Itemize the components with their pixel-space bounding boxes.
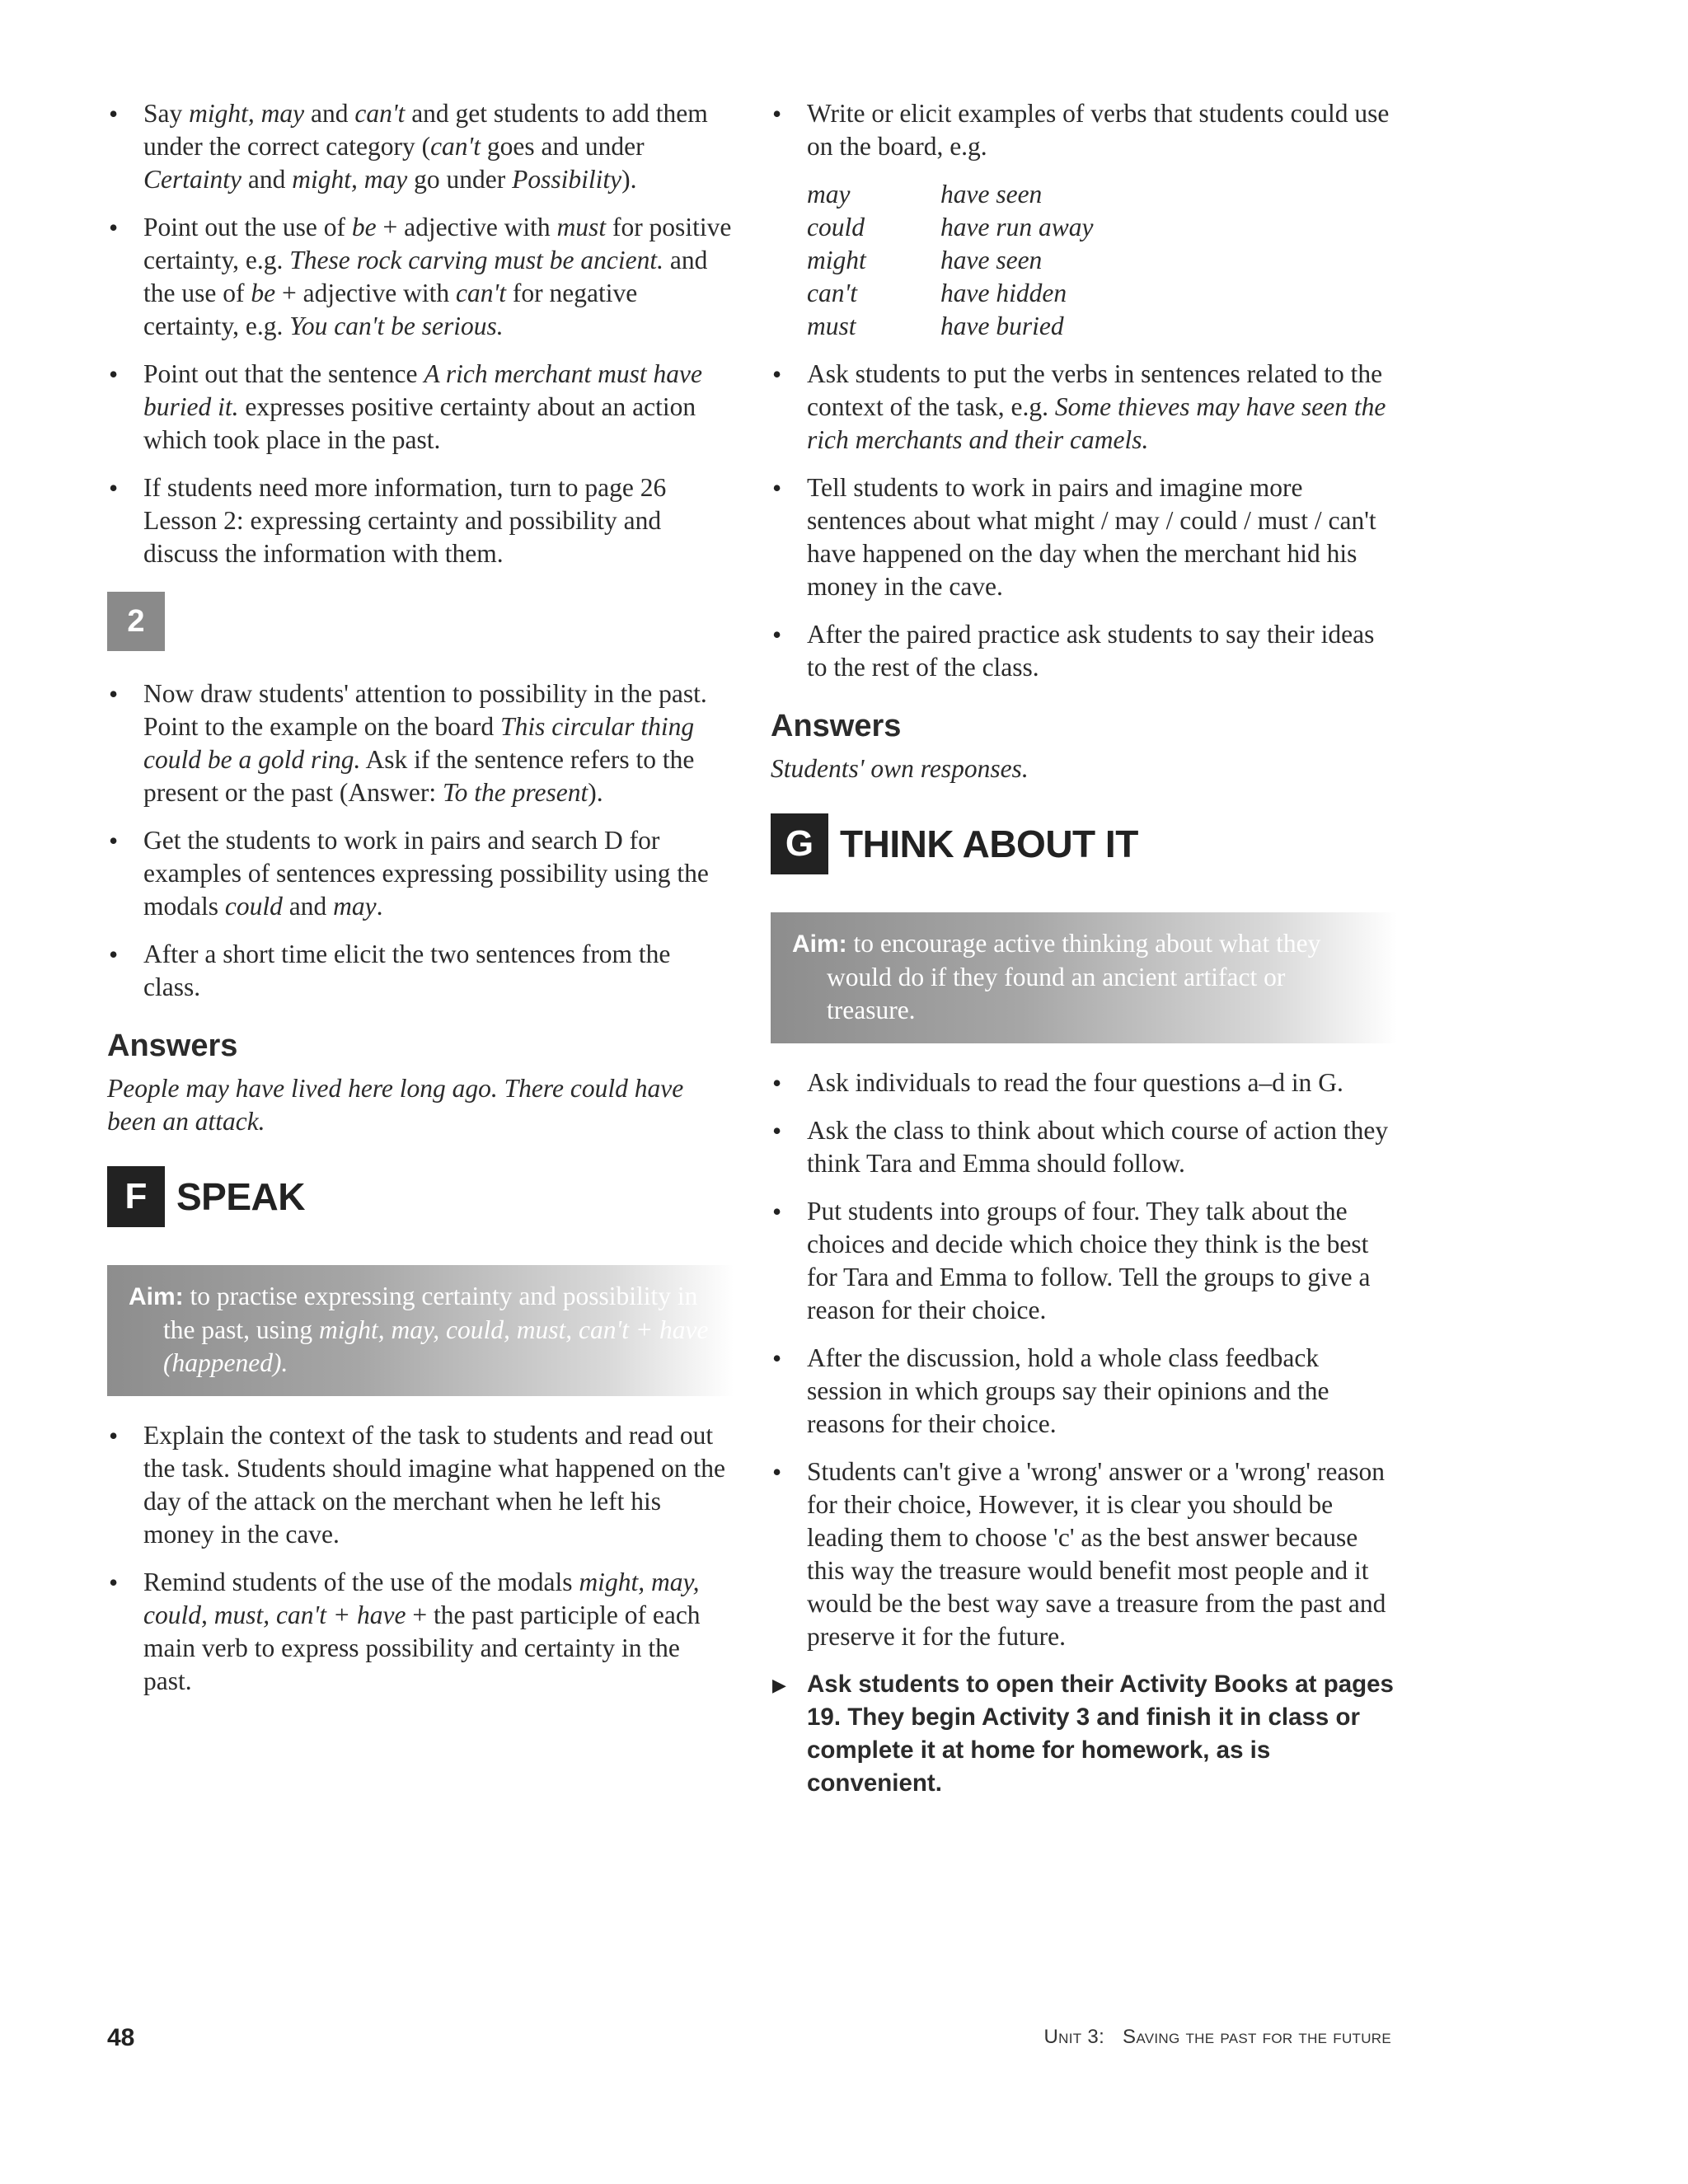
text-run: be <box>251 279 276 307</box>
section-letter: G <box>771 813 828 874</box>
text-run: to practise expressing certainty and possibility in the past, using <box>163 1282 698 1344</box>
bullet-list <box>107 677 734 1004</box>
verb-modal: can't <box>807 279 857 307</box>
text-run: Get the students to work in pairs and search D for examples of sentences expressing possibility using the modals <box>143 826 709 921</box>
verb-row <box>807 244 1397 277</box>
answers-heading: Answers <box>771 709 902 743</box>
text-run: could <box>224 892 283 921</box>
answers-text: People may have lived here long ago. There could have been an attack. <box>107 1074 684 1136</box>
bullet-item <box>107 211 734 343</box>
unit-label: Unit 3: <box>1043 2026 1105 2048</box>
text-run: go under <box>407 165 513 194</box>
text-run: After the paired practice ask students to say their ideas to the rest of the class. <box>807 620 1375 682</box>
text-run: expresses positive certainty about an action which took place in the past. <box>143 392 696 454</box>
aim-text <box>792 927 1372 1027</box>
bullet-item <box>107 1419 734 1551</box>
text-run: A rich merchant must have buried it. <box>143 359 702 421</box>
text-run: ). <box>588 778 603 807</box>
bullet-list <box>771 358 1397 684</box>
aim-label: Aim: <box>129 1283 184 1310</box>
text-run: + adjective with <box>376 213 557 241</box>
aim-label: Aim: <box>792 930 847 958</box>
left-column <box>107 97 734 1713</box>
text-run: Possibility <box>512 165 622 194</box>
verb-row <box>807 310 1397 343</box>
text-run: might, may <box>189 99 305 128</box>
text-run: goes and under <box>481 132 645 161</box>
text-run: You can't be serious. <box>289 312 504 340</box>
text-run: might, may, could, must, can't + have (happened). <box>163 1315 709 1377</box>
section-header-speak <box>107 1166 734 1227</box>
page-number: 48 <box>107 2024 135 2051</box>
text-run: + adjective with <box>275 279 457 307</box>
bullet-list <box>107 97 734 570</box>
text-run: Put students into groups of four. They talk about the choices and decide which choice they think is the best for Tara and Emma to follow. Tell the groups to give a reason for their choice. <box>807 1197 1371 1324</box>
verb-phrase: have seen <box>940 180 1043 209</box>
text-run: can't <box>354 99 406 128</box>
text-run: can't <box>430 132 481 161</box>
bullet-item <box>107 677 734 809</box>
verb-examples-table <box>807 178 1397 343</box>
text-run: and <box>241 165 293 194</box>
bullet-item <box>107 938 734 1004</box>
section-header-think-about-it <box>771 813 1397 874</box>
bullet-item <box>771 1066 1397 1099</box>
answers-text: Students' own responses. <box>771 754 1029 783</box>
text-run: Explain the context of the task to students and read out the task. Students should imagine what happened on the day of the attack on the merchant when he left his money in the cave. <box>143 1421 725 1549</box>
text-run: and <box>282 892 334 921</box>
text-run: ). <box>621 165 637 194</box>
bullet-item <box>771 1342 1397 1441</box>
text-run: Now draw students' attention to possibility in the past. Point to the example on the board <box>143 679 707 741</box>
bullet-item <box>771 358 1397 457</box>
text-run: Some thieves may have seen the rich merchants and their camels. <box>807 392 1386 454</box>
aim-box <box>107 1265 734 1396</box>
section-title: SPEAK <box>176 1175 305 1218</box>
text-run: After a short time elicit the two sentences from the class. <box>143 940 671 1001</box>
verb-phrase: have buried <box>940 312 1064 340</box>
section-letter: F <box>107 1166 165 1227</box>
verb-row <box>807 211 1397 244</box>
section-title: THINK ABOUT IT <box>840 823 1138 865</box>
text-run: . <box>376 892 383 921</box>
activity-book-instruction: ▶ Ask students to open their Activity Books at pages 19. They begin Activity 3 and finish it in class or complete it at home for homework, as is convenient. <box>771 1668 1397 1800</box>
text-run: Point out that the sentence <box>143 359 424 388</box>
text-run: might, may <box>292 165 408 194</box>
text-run: Point out the use of <box>143 213 352 241</box>
bullet-item <box>771 1455 1397 1653</box>
bullet-item <box>107 471 734 570</box>
bullet-item <box>107 97 734 196</box>
bullet-list <box>107 1419 734 1698</box>
text-run: After the discussion, hold a whole class feedback session in which groups say their opinions and the reasons for their choice. <box>807 1343 1329 1438</box>
answers-heading: Answers <box>107 1029 238 1063</box>
text-run: + the past participle of each main verb to express possibility and certainty in the past. <box>143 1601 701 1695</box>
text-run: to encourage active thinking about what they would do if they found an ancient artifact or treasure. <box>827 929 1321 1024</box>
text-run: might, may, could, must, can't + have <box>143 1568 700 1629</box>
step-number-box: 2 <box>107 592 165 651</box>
bullet-item <box>771 618 1397 684</box>
verb-modal: could <box>807 213 865 241</box>
text-run: can't <box>456 279 507 307</box>
bullet-item <box>771 97 1397 163</box>
bullet-item <box>771 471 1397 603</box>
bullet-item <box>771 1195 1397 1327</box>
bullet-list <box>771 1066 1397 1653</box>
text-run: Ask if the sentence refers to the present or the past (Answer: <box>143 745 695 807</box>
text-run: Tell students to work in pairs and imagine more sentences about what might / may / could / must / can't have happened on the day when the merchant hid his money in the cave. <box>807 473 1376 601</box>
running-footer <box>1044 2026 1391 2049</box>
verb-modal: must <box>807 312 856 340</box>
bullet-item <box>771 1114 1397 1180</box>
text-run: and the use of <box>143 246 708 307</box>
text-run: To the present <box>443 778 588 807</box>
text-run: may <box>333 892 377 921</box>
bullet-list <box>771 97 1397 163</box>
text-run: Students can't give a 'wrong' answer or a 'wrong' reason for their choice, However, it is clear you should be leading them to choose 'c' as the best answer because this way the treasure would benefit most people and it would be the best way save a treasure from the past and preserve it for the future. <box>807 1457 1386 1651</box>
text-run: Ask the class to think about which course of action they think Tara and Emma should follow. <box>807 1116 1389 1178</box>
bullet-item <box>107 1566 734 1698</box>
verb-phrase: have seen <box>940 246 1043 274</box>
verb-row <box>807 277 1397 310</box>
verb-modal: might <box>807 246 866 274</box>
text-run: Certainty <box>143 165 241 194</box>
text-run: Ask individuals to read the four questions a–d in G. <box>807 1068 1343 1097</box>
text-run: Say <box>143 99 190 128</box>
text-run: be <box>351 213 377 241</box>
text-run: These rock carving must be ancient. <box>289 246 663 274</box>
bullet-item <box>107 358 734 457</box>
text-run: and <box>304 99 355 128</box>
aim-box <box>771 912 1397 1043</box>
unit-title: Saving the past for the future <box>1123 2026 1391 2048</box>
text-run: Write or elicit examples of verbs that students could use on the board, e.g. <box>807 99 1390 161</box>
text-run: and get students to add them under the correct category ( <box>143 99 708 161</box>
text-run: for positive certainty, e.g. <box>143 213 732 274</box>
verb-phrase: have run away <box>940 213 1094 241</box>
text-run: If students need more information, turn to page 26 Lesson 2: expressing certainty and possibility and discuss the information with them. <box>143 473 667 568</box>
text-run: must <box>556 213 607 241</box>
text-run: This circular thing could be a gold ring. <box>143 712 695 774</box>
verb-phrase: have hidden <box>940 279 1067 307</box>
aim-text <box>129 1280 709 1380</box>
verb-row <box>807 178 1397 211</box>
bullet-item <box>107 824 734 923</box>
text-run: for negative certainty, e.g. <box>143 279 638 340</box>
text-run: Remind students of the use of the modals <box>143 1568 579 1596</box>
right-column <box>771 97 1397 1815</box>
verb-modal: may <box>807 180 851 209</box>
text-run: Ask students to put the verbs in sentences related to the context of the task, e.g. <box>807 359 1383 421</box>
